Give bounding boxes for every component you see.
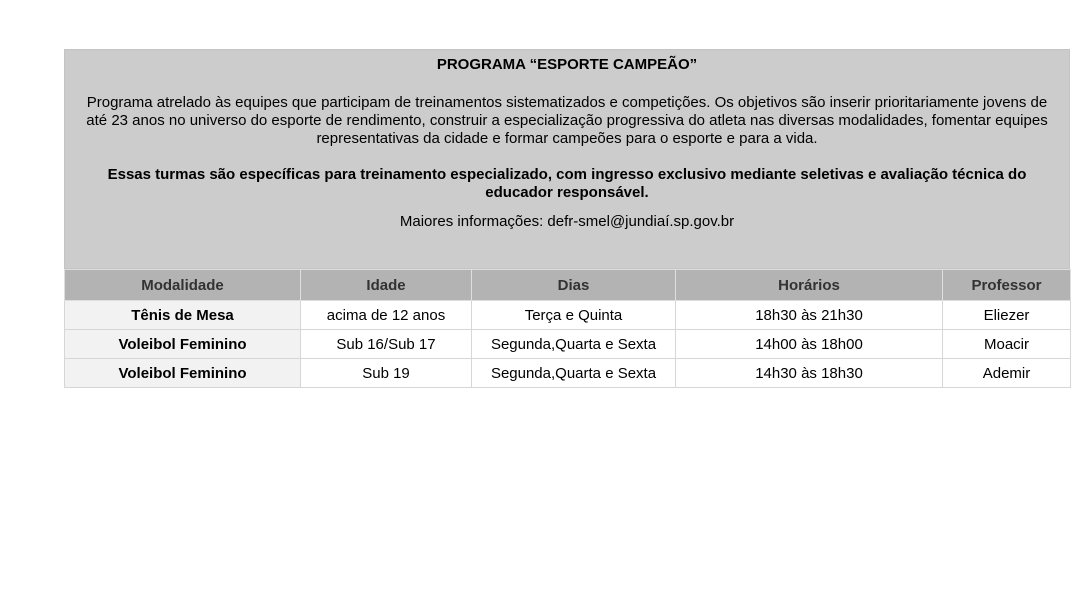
- cell-modalidade: Voleibol Feminino: [65, 330, 301, 359]
- program-note: Essas turmas são específicas para treinamento especializado, com ingresso exclusivo mediante seletivas e avaliação técnica do educador responsável.: [107, 166, 1027, 201]
- cell-horarios: 14h30 às 18h30: [676, 359, 943, 388]
- table-row: [65, 330, 1071, 359]
- cell-professor: Ademir: [943, 359, 1071, 388]
- program-title: PROGRAMA “ESPORTE CAMPEÃO”: [436, 56, 698, 73]
- cell-professor: Eliezer: [943, 301, 1071, 330]
- program-contact: Maiores informações: defr-smel@jundiaí.sp.gov.br: [399, 213, 735, 230]
- schedule-table: [64, 269, 1071, 388]
- table-row: [65, 301, 1071, 330]
- header-modalidade: Modalidade: [65, 270, 301, 301]
- cell-professor: Moacir: [943, 330, 1071, 359]
- header-professor: Professor: [943, 270, 1071, 301]
- header-idade: Idade: [301, 270, 472, 301]
- header-dias: Dias: [472, 270, 676, 301]
- program-section: [64, 49, 1070, 388]
- cell-idade: Sub 16/Sub 17: [301, 330, 472, 359]
- table-header-row: [65, 270, 1071, 301]
- cell-modalidade: Voleibol Feminino: [65, 359, 301, 388]
- cell-idade: Sub 19: [301, 359, 472, 388]
- cell-horarios: 18h30 às 21h30: [676, 301, 943, 330]
- cell-modalidade: Tênis de Mesa: [65, 301, 301, 330]
- program-description: Programa atrelado às equipes que participam de treinamentos sistematizados e competições. Os objetivos são inserir prioritariamente jovens de até 23 anos no universo do esporte de rendimento, construir a especialização progressiva do atleta nas diversas modalidades, fomentar equipes representativas da cidade e formar campeões para o esporte e para a vida.: [86, 94, 1048, 147]
- cell-idade: acima de 12 anos: [301, 301, 472, 330]
- cell-horarios: 14h00 às 18h00: [676, 330, 943, 359]
- cell-dias: Segunda,Quarta e Sexta: [472, 330, 676, 359]
- cell-dias: Segunda,Quarta e Sexta: [472, 359, 676, 388]
- cell-dias: Terça e Quinta: [472, 301, 676, 330]
- table-row: [65, 359, 1071, 388]
- program-info-box: [64, 49, 1070, 269]
- header-horarios: Horários: [676, 270, 943, 301]
